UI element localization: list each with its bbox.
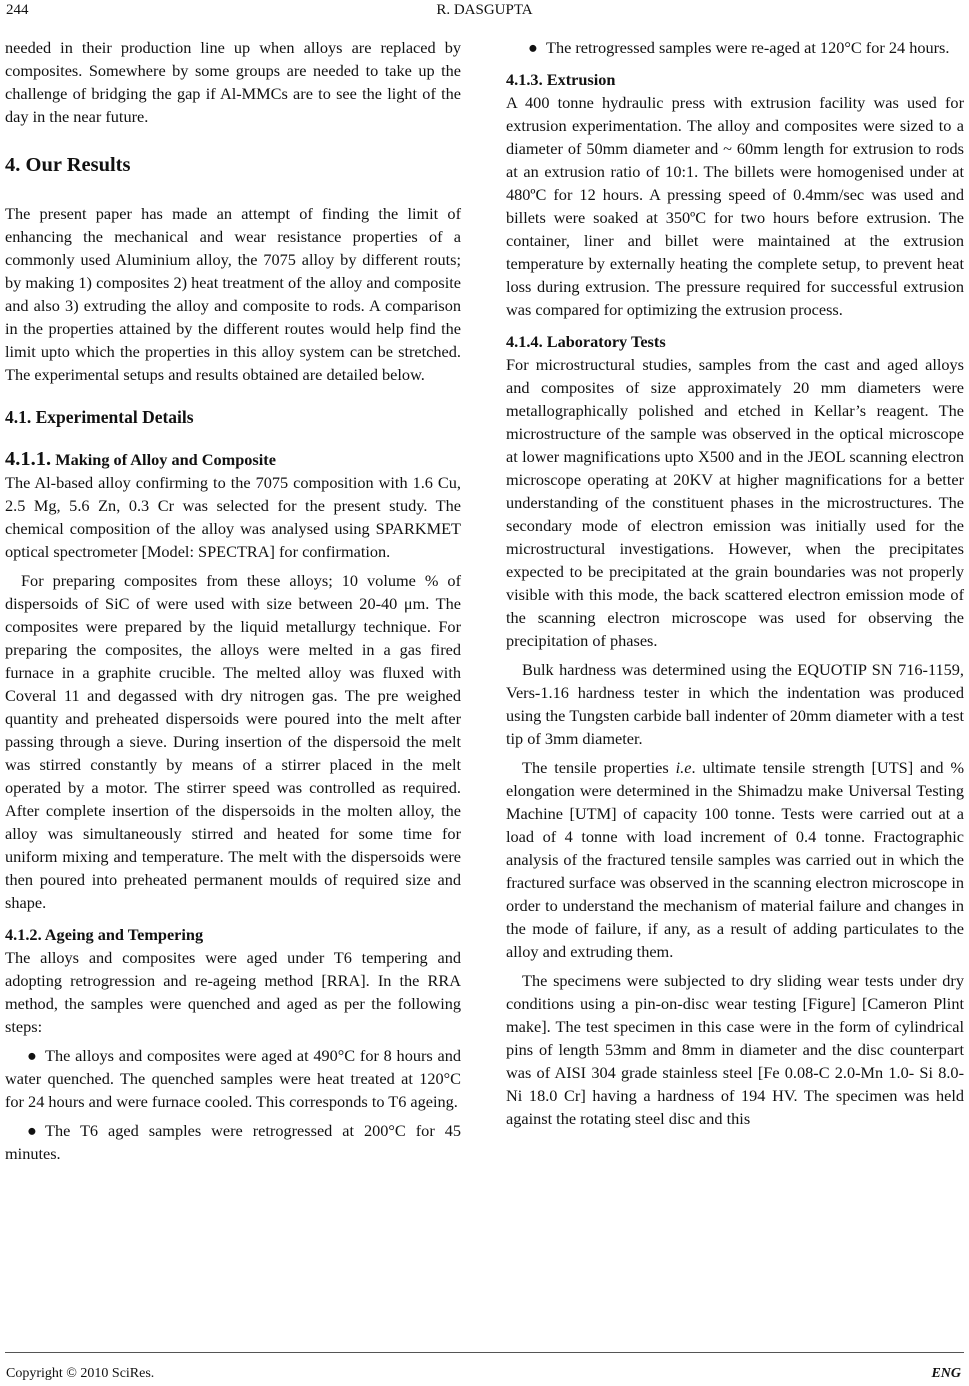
list-item	[506, 36, 964, 59]
section-heading-results: 4. Our Results	[5, 154, 131, 176]
list-item-text: The T6 aged samples were retrogressed at 200°C for 45 minutes.	[5, 1121, 461, 1163]
list-item	[5, 1119, 461, 1165]
subsubsection-heading-ageing: 4.1.2. Ageing and Tempering	[5, 925, 204, 944]
intro-paragraph: needed in their production line up when alloys are replaced by composites. Somewhere by some groups are needed to take up the challenge of bridging the gap if Al-MMCs are to see the light of the day in the near future.	[5, 38, 461, 126]
bullet-icon: ●	[27, 1046, 37, 1065]
subsubsection-heading-lab-tests: 4.1.4. Laboratory Tests	[506, 332, 666, 351]
lab-paragraph-3-rest: . ultimate tensile strength [UTS] and % elongation were determined in the Shimadzu make Universal Testing Machine [UTM] of capacity 100 tonne. Tests were carried out at a load of 4 tonne with load increment of 0.4 tonne. Fractographic analysis of the fractured tensile samples was carried out in which the fractured surface was observed in the scanning electron microscope in order to understand the mechanism of material failure and changes in the mode of failure, if any, as a result of adding particulates to the alloy and extruding them.	[506, 758, 965, 961]
list-item-text: The retrogressed samples were re-aged at 120°C for 24 hours.	[546, 38, 950, 57]
lab-paragraph-2: Bulk hardness was determined using the EQUOTIP SN 716-1159, Vers-1.16 hardness tester in which the indentation was produced using the Tungsten carbide ball indenter of 20mm diameter with a test tip of 3mm diameter.	[506, 660, 964, 748]
footer-journal: ENG	[931, 1366, 961, 1381]
lab-paragraph-4: The specimens were subjected to dry sliding wear tests under dry conditions using a pin-on-disc wear testing [Figure] [Cameron Plint make]. The test specimen in this case were in the form of cylindrical pins of length 53mm and 8mm in diameter and the disc counterpart was of AISI 304 grade stainless steel [Fe 0.08-C 2.0-Mn 1.0- Si 8.0-Ni 18.0 Cr] having a hardness of 194 HV. The specimen was held against the rotating steel disc and this	[506, 971, 964, 1128]
extrusion-paragraph: A 400 tonne hydraulic press with extrusion facility was used for extrusion experimentation. The alloy and composites were sized to a diameter of 50mm diameter and ~ 60mm length for extrusion to rods at an extrusion ratio of 10:1. The billets were homogenised under at 480ºC for 12 hours. A pressing speed of 0.4mm/sec was used and billets were soaked at 350ºC for two hours before extrusion. The container, liner and billet were maintained at the extrusion temperature by externally heating the complete setup, to prevent heat loss during extrusion. The pressure required for successful extrusion was compared for optimizing the extrusion process.	[506, 93, 964, 319]
subsubsection-heading-making	[5, 448, 461, 471]
left-column	[5, 36, 461, 1165]
results-paragraph: The present paper has made an attempt of finding the limit of enhancing the mechanical and wear resistance properties of a commonly used Aluminium alloy, the 7075 alloy by different routs; by making 1) composites 2) heat treatment of the alloy and composite and also 3) extruding the alloy and composite to rods. A comparison in the properties attained by the different routes would help find the limit upto which the properties in this alloy system can be stretched. The experimental setups and results obtained are detailed below.	[5, 204, 461, 384]
lab-paragraph-3-ie: i.e	[675, 758, 692, 777]
bullet-icon: ●	[528, 38, 538, 57]
list-item	[5, 1044, 461, 1113]
list-item-text: The alloys and composites were aged at 490°C for 8 hours and water quenched. The quenched samples were heat treated at 120°C for 24 hours and were furnace cooled. This corresponds to T6 ageing.	[5, 1046, 461, 1111]
ageing-paragraph: The alloys and composites were aged under T6 tempering and adopting retrogression and re-ageing method [RRA]. In the RRA method, the samples were quenched and aged as per the following steps:	[5, 948, 461, 1036]
right-column	[506, 36, 964, 1130]
footer-divider	[5, 1352, 964, 1353]
heading-number: 4.1.1.	[5, 448, 52, 470]
making-paragraph-2: For preparing composites from these alloys; 10 volume % of dispersoids of SiC of were used with size between 20-40 μm. The composites were prepared by the liquid metallurgy technique. For preparing the composites, the alloys were melted in a gas fired furnace in a graphite crucible. The melted alloy was fluxed with Coveral 11 and degassed with dry nitrogen gas. The pre weighed quantity and preheated dispersoids were poured into the melt after passing through a sieve. During insertion of the dispersoid the melt was stirred constantly by means of a stirrer placed in the melt operated by a motor. The stirrer speed was controlled as required. After complete insertion of the dispersoids in the molten alloy, the alloy was simultaneously stirred and heated for some time for uniform mixing and temperature. The melt with the dispersoids were then poured into preheated permanent moulds of required size and shape.	[5, 571, 461, 912]
footer-copyright: Copyright © 2010 SciRes.	[6, 1366, 155, 1381]
page-number: 244	[6, 2, 29, 18]
lab-paragraph-3	[506, 756, 964, 963]
bullet-icon: ●	[27, 1121, 37, 1140]
lab-paragraph-3-start: The tensile properties	[522, 758, 676, 777]
subsection-heading-experimental: 4.1. Experimental Details	[5, 407, 194, 427]
running-title: R. DASGUPTA	[436, 2, 533, 18]
making-paragraph-1: The Al-based alloy confirming to the 7075 composition with 1.6 Cu, 2.5 Mg, 5.6 Zn, 0.3 Cr was selected for the present study. The chemical composition of the alloy was analysed using SPARKMET optical spectrometer [Model: SPECTRA] for confirmation.	[5, 473, 461, 561]
subsubsection-heading-extrusion: 4.1.3. Extrusion	[506, 70, 616, 89]
heading-text: Making of Alloy and Composite	[55, 450, 276, 469]
lab-paragraph-1: For microstructural studies, samples from the cast and aged alloys and composites of size approximately 20 mm diameters were metallographically polished and etched in Kellar’s reagent. The microstructure of the sample was observed in the optical microscope at lower magnifications upto X500 and in the JEOL scanning electron microscope operating at 20KV at higher magnifications for a better understanding of the constituent phases in the microstructures. The secondary mode of electron emission was initially used for the microstructural investigations. However, when the precipitates expected to be precipitated at the grain boundaries was not properly visible with this mode, the back scattered electron emission mode of the scanning electron microscope was used for observing the precipitation of phases.	[506, 355, 964, 650]
